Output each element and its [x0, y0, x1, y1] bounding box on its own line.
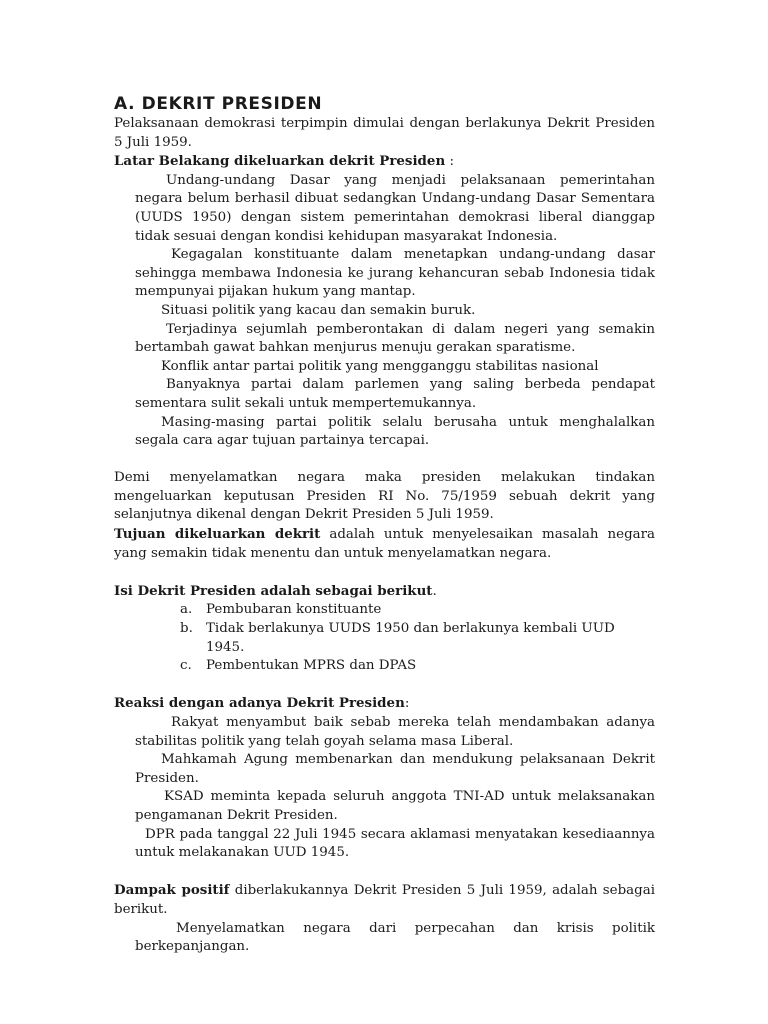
reaksi-item: DPR pada tanggal 22 Juli 1945 secara aklamasi menyatakan kesediaannya untuk melakanakan UUD 1945. — [135, 826, 655, 861]
dampak-bold: Dampak positif — [114, 882, 230, 899]
isi-heading-bold: Isi Dekrit Presiden adalah sebagai berikut — [114, 582, 433, 599]
tujuan-text: adalah untuk menyelesaikan masalah negara yang semakin tidak menentu dan untuk menyelamatkan negara. — [114, 527, 656, 561]
latar-heading-suffix: : — [445, 154, 454, 170]
latar-item: Situasi politik yang kacau dan semakin buruk. — [161, 302, 476, 318]
list-item — [114, 620, 655, 657]
list-marker: c. — [180, 658, 192, 674]
reaksi-item: KSAD meminta kepada seluruh anggota TNI-AD untuk melaksanakan pengamanan Dekrit Presiden. — [135, 789, 655, 823]
latar-item: Kegagalan konstituante dalam menetapkan undang-undang dasar sehingga membawa Indonesia ke jurang kehancuran sebab Indonesia tidak mempunyai pijakan hukum yang mantap. — [135, 247, 655, 300]
latar-item: Undang-undang Dasar yang menjadi pelaksanaan pemerintahan negara belum berhasil dibuat sedangkan Undang-undang Dasar Sementara (UUDS 1950) dengan sistem pemerintahan demokrasi liberal dianggap tidak sesuai dengan kondisi kehidupan masyarakat Indonesia. — [135, 172, 655, 244]
list-item — [114, 657, 655, 676]
list-marker: b. — [180, 621, 193, 637]
latar-item: Terjadinya sejumlah pemberontakan di dalam negeri yang semakin bertambah gawat bahkan menjurus menuju gerakan sparatisme. — [135, 321, 655, 356]
list-item — [114, 601, 655, 620]
reaksi-item: Rakyat menyambut baik sebab mereka telah mendambakan adanya stabilitas politik yang telah goyah selama masa Liberal. — [135, 715, 655, 749]
latar-list — [114, 172, 655, 451]
demi-paragraph: Demi menyelamatkan negara maka presiden melakukan tindakan mengeluarkan keputusan Presiden RI No. 75/1959 sebuah dekrit yang selanjutnya dikenal dengan Dekrit Presiden 5 Juli 1959. — [114, 470, 655, 523]
latar-item: Masing-masing partai politik selalu berusaha untuk menghalalkan segala cara agar tujuan partainya tercapai. — [135, 414, 655, 449]
reaksi-item: Mahkamah Agung membenarkan dan mendukung pelaksanaan Dekrit Presiden. — [135, 752, 655, 786]
latar-item: Konflik antar partai politik yang mengganggu stabilitas nasional — [161, 358, 599, 374]
tujuan-paragraph — [114, 525, 655, 563]
dampak-list — [114, 920, 655, 957]
list-text: Tidak berlakunya UUDS 1950 dan berlakunya kembali UUD 1945. — [206, 621, 615, 655]
reaksi-heading-suffix: : — [404, 696, 410, 712]
list-text: Pembubaran konstituante — [206, 602, 382, 618]
isi-heading — [114, 582, 655, 602]
document-content — [114, 93, 655, 957]
intro-paragraph: Pelaksanaan demokrasi terpimpin dimulai dengan berlakunya Dekrit Presiden 5 Juli 1959. — [114, 116, 655, 150]
isi-heading-suffix: . — [432, 583, 437, 599]
latar-item: Banyaknya partai dalam parlemen yang saling berbeda pendapat sementara sulit sekali untuk mempertemukannya. — [135, 377, 655, 411]
tujuan-bold: Tujuan dikeluarkan dekrit — [114, 526, 321, 543]
reaksi-heading-bold: Reaksi dengan adanya Dekrit Presiden — [114, 695, 405, 712]
page-title: A. DEKRIT PRESIDEN — [114, 94, 323, 114]
dampak-text: diberlakukannya Dekrit Presiden 5 Juli 1959, adalah sebagai berikut. — [114, 883, 655, 917]
list-marker: a. — [180, 602, 193, 618]
list-text: Pembentukan MPRS dan DPAS — [206, 658, 417, 674]
latar-heading-bold: Latar Belakang dikeluarkan dekrit Presiden — [114, 153, 446, 170]
reaksi-list — [114, 714, 655, 863]
isi-list — [114, 601, 655, 675]
dampak-item: Menyelamatkan negara dari perpecahan dan krisis politik berkepanjangan. — [135, 920, 655, 955]
reaksi-heading — [114, 694, 655, 714]
latar-heading — [114, 152, 655, 172]
dampak-paragraph — [114, 881, 655, 919]
